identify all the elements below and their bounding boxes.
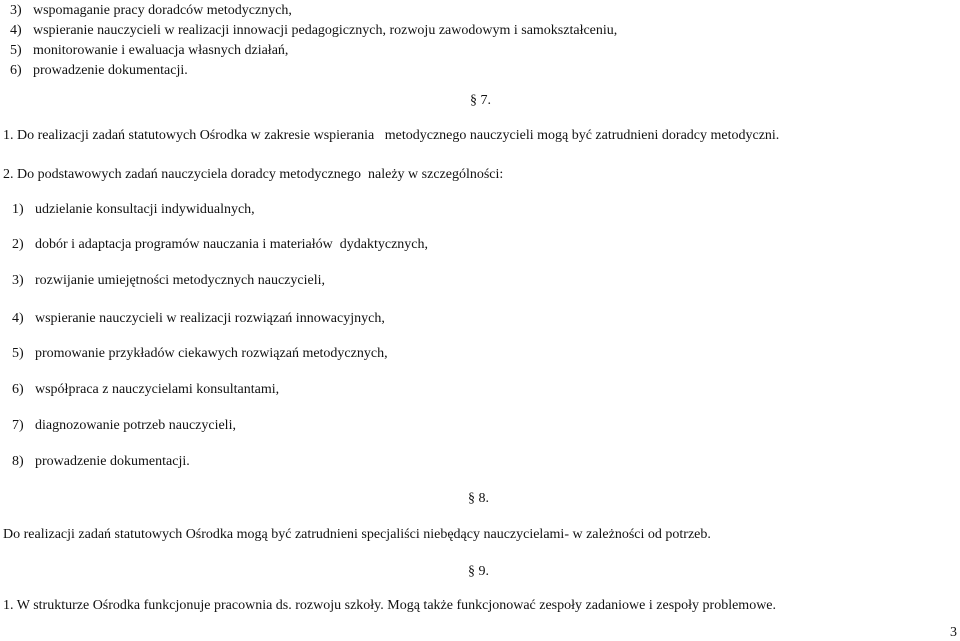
list-item: [10, 2, 292, 19]
item-number: 5): [12, 346, 24, 361]
item-number: 8): [12, 454, 24, 469]
paragraph: 1. W strukturze Ośrodka funkcjonuje pracownia ds. rozwoju szkoły. Mogą także funkcjonować zespoły zadaniowe i zespoły problemowe.: [3, 598, 777, 613]
item-number: 6): [10, 63, 22, 78]
item-text: wspieranie nauczycieli w realizacji innowacji pedagogicznych, rozwoju zawodowym i samokształceniu,: [33, 23, 618, 38]
item-number: 4): [12, 311, 24, 326]
list-item: [10, 62, 188, 79]
list-item: [10, 22, 617, 39]
paragraph: 1. Do realizacji zadań statutowych Ośrodka w zakresie wspierania metodycznego nauczycieli mogą być zatrudnieni doradcy metodyczni.: [3, 128, 780, 143]
item-text: wspomaganie pracy doradców metodycznych,: [33, 3, 292, 18]
item-text: prowadzenie dokumentacji.: [35, 454, 190, 469]
page-number: 3: [950, 625, 957, 640]
item-text: udzielanie konsultacji indywidualnych,: [35, 202, 255, 217]
item-number: 2): [12, 237, 24, 252]
item-number: 4): [10, 23, 22, 38]
list-item: [12, 453, 190, 470]
item-text: promowanie przykładów ciekawych rozwiązań metodycznych,: [35, 346, 388, 361]
item-number: 7): [12, 418, 24, 433]
list-item: [12, 310, 385, 327]
item-text: rozwijanie umiejętności metodycznych nauczycieli,: [35, 273, 325, 288]
list-item: [12, 272, 325, 289]
item-text: wspieranie nauczycieli w realizacji rozwiązań innowacyjnych,: [35, 311, 385, 326]
item-text: diagnozowanie potrzeb nauczycieli,: [35, 418, 236, 433]
section-heading: § 9.: [468, 564, 489, 579]
list-item: [12, 345, 388, 362]
item-number: 6): [12, 382, 24, 397]
list-item: [12, 236, 428, 253]
paragraph: Do realizacji zadań statutowych Ośrodka mogą być zatrudnieni specjaliści niebędący nauczycielami- w zależności od potrzeb.: [3, 527, 711, 542]
list-item: [12, 201, 255, 218]
list-item: [12, 417, 236, 434]
item-number: 1): [12, 202, 24, 217]
item-number: 5): [10, 43, 22, 58]
item-text: monitorowanie i ewaluacja własnych działań,: [33, 43, 289, 58]
section-heading: § 8.: [468, 491, 489, 506]
item-number: 3): [12, 273, 24, 288]
section-heading: § 7.: [470, 93, 491, 108]
item-text: dobór i adaptacja programów nauczania i materiałów dydaktycznych,: [35, 237, 429, 252]
paragraph: 2. Do podstawowych zadań nauczyciela doradcy metodycznego należy w szczególności:: [3, 167, 504, 182]
item-text: prowadzenie dokumentacji.: [33, 63, 188, 78]
item-number: 3): [10, 3, 22, 18]
list-item: [10, 42, 288, 59]
list-item: [12, 381, 279, 398]
item-text: współpraca z nauczycielami konsultantami,: [35, 382, 280, 397]
